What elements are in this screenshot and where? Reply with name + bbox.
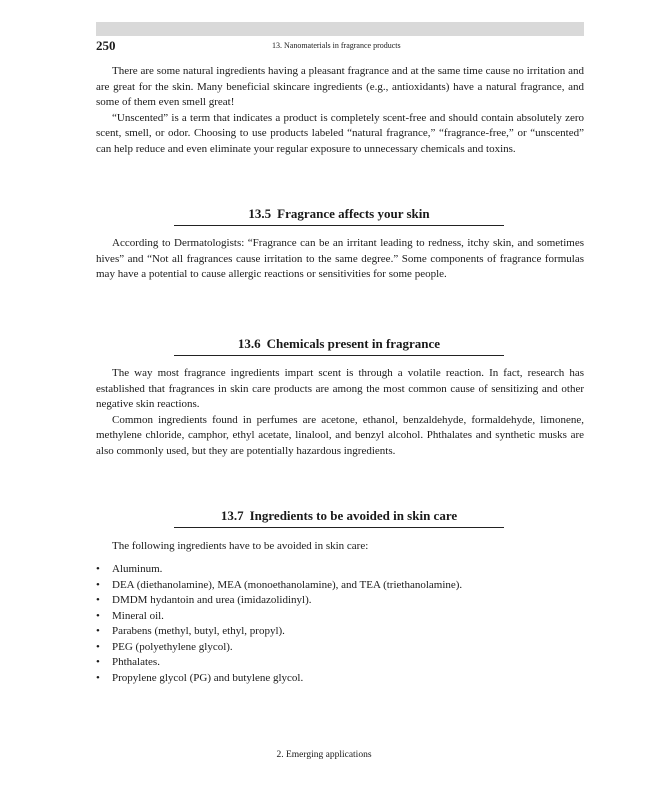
ingredients-list — [96, 562, 584, 686]
section-13-5-heading — [174, 206, 504, 226]
list-item: • Propylene glycol (PG) and butylene glycol. — [96, 671, 584, 687]
section-13-7-number: 13.7 — [220, 508, 244, 523]
list-item: • PEG (polyethylene glycol). — [96, 640, 584, 656]
section-13-5-title: Fragrance affects your skin — [277, 206, 430, 221]
running-head: 13. Nanomaterials in fragrance products — [272, 41, 401, 50]
list-item: • Aluminum. — [96, 562, 584, 578]
intro-paragraph-2: “Unscented” is a term that indicates a product is completely scent-free and should contain absolutely zero scent, smell, or odor. Choosing to use products labeled “natural fragrance,” “fragrance-free,” or “unscented” can help reduce and even eliminate your regular exposure to unnecessary chemicals and toxins. — [96, 111, 584, 155]
section-13-7-heading — [174, 508, 504, 528]
header-bar — [96, 22, 584, 36]
section-13-7-title: Ingredients to be avoided in skin care — [249, 508, 458, 523]
section-13-5-paragraph-1: According to Dermatologists: “Fragrance can be an irritant leading to redness, itchy skin, and sometimes hives” and “Not all fragrances cause irritation to the same degree.” Some components of fragrance formulas may have a potential to cause allergic reactions or sensitivities for some people. — [96, 237, 584, 280]
page-number: 250 — [96, 38, 116, 53]
section-13-7-text — [96, 539, 584, 555]
section-13-6-title: Chemicals present in fragrance — [266, 336, 441, 351]
section-13-6-number: 13.6 — [237, 336, 261, 351]
list-item: • DMDM hydantoin and urea (imidazolidinyl). — [96, 593, 584, 609]
section-13-7-paragraph-1: The following ingredients have to be avoided in skin care: — [112, 540, 369, 552]
section-13-6-heading — [174, 336, 504, 356]
intro-text — [96, 64, 584, 157]
list-item: • DEA (diethanolamine), MEA (monoethanolamine), and TEA (triethanolamine). — [96, 578, 584, 594]
section-13-5-text — [96, 236, 584, 283]
intro-paragraph-1: There are some natural ingredients having a pleasant fragrance and at the same time cause no irritation and are great for the skin. Many beneficial skincare ingredients (e.g., antioxidants) have a natural fragrance, and some of them even smell great! — [96, 65, 584, 108]
list-item: • Parabens (methyl, butyl, ethyl, propyl). — [96, 624, 584, 640]
page-footer: 2. Emerging applications — [276, 750, 372, 760]
section-13-6-text — [96, 366, 584, 459]
section-13-6-paragraph-2: Common ingredients found in perfumes are acetone, ethanol, benzaldehyde, formaldehyde, limonene, methylene chloride, camphor, ethyl acetate, linalool, and benzyl alcohol. Phthalates and synthetic musks are also commonly used, but they are potentially hazardous ingredients. — [96, 413, 584, 457]
section-13-6-paragraph-1: The way most fragrance ingredients impart scent is through a volatile reaction. In fact, research has established that fragrances in skin care products are among the most common cause of sensitizing and other negative skin reactions. — [96, 367, 584, 410]
list-item: • Mineral oil. — [96, 609, 584, 625]
section-13-5-number: 13.5 — [248, 206, 272, 221]
list-item: • Phthalates. — [96, 655, 584, 671]
